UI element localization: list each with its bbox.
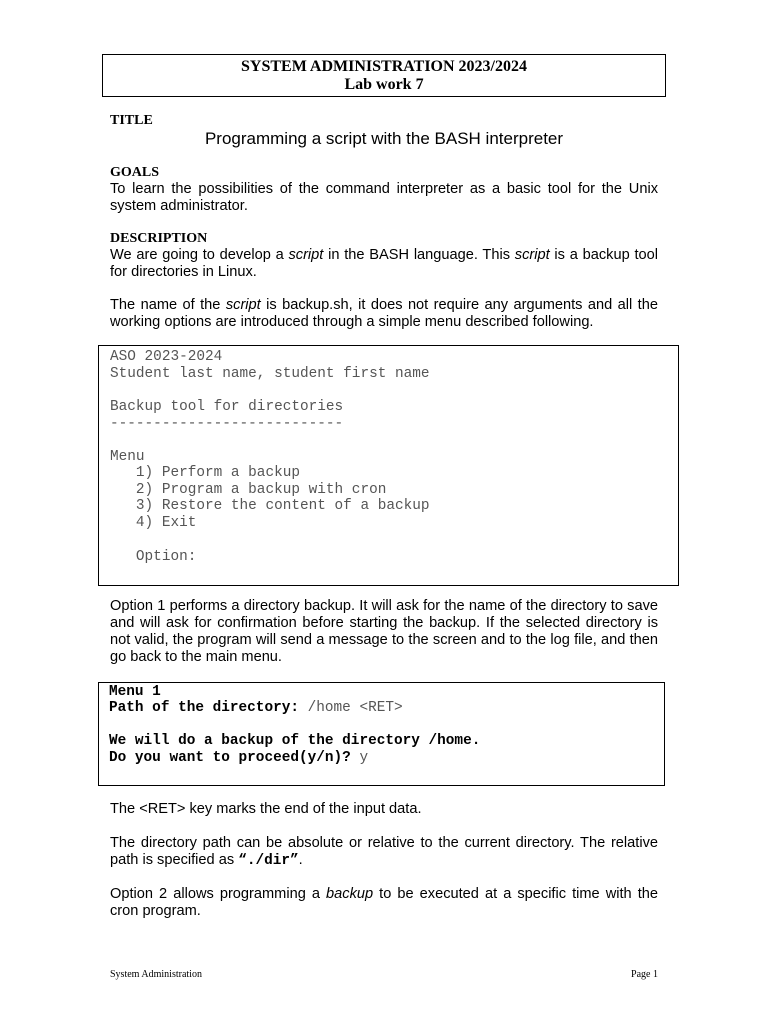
code-line: 3) Restore the content of a backup bbox=[110, 498, 430, 514]
code-line: ASO 2023-2024 bbox=[110, 349, 223, 365]
menu1-title: Menu 1 bbox=[109, 684, 161, 700]
code-line: Backup tool for directories bbox=[110, 399, 344, 415]
description-paragraph-1: We are going to develop a script in the BASH language. This script is a backup tool for directories in Linux. bbox=[110, 247, 658, 280]
goals-text: To learn the possibilities of the command interpreter as a basic tool for the Unix system administrator. bbox=[110, 181, 658, 214]
ret-note: The <RET> key marks the end of the input data. bbox=[110, 801, 422, 817]
title-heading: TITLE bbox=[110, 113, 153, 128]
code-line: --------------------------- bbox=[110, 416, 344, 432]
goals-heading: GOALS bbox=[110, 165, 160, 180]
course-title: SYSTEM ADMINISTRATION 2023/2024 bbox=[241, 58, 527, 75]
description-heading: DESCRIPTION bbox=[110, 231, 208, 246]
code-line: Student last name, student first name bbox=[110, 366, 430, 382]
code-line: Menu bbox=[110, 449, 145, 465]
menu-code-box bbox=[98, 345, 679, 586]
option1-paragraph: Option 1 performs a directory backup. It will ask for the name of the directory to save and will ask for confirmation before starting the backup. If the selected directory is not valid, the program will send a message to the screen and to the log file, and then go back to the main menu. bbox=[110, 598, 658, 665]
code-line: Do you want to proceed(y/n)? y bbox=[109, 750, 369, 766]
lab-title: Lab work 7 bbox=[344, 76, 424, 93]
code-line: 4) Exit bbox=[110, 515, 197, 531]
document-header bbox=[102, 54, 666, 97]
path-note: The directory path can be absolute or relative to the current directory. The relative path is specified as “./dir”. bbox=[110, 835, 658, 869]
code-line: We will do a backup of the directory /home. bbox=[109, 733, 481, 749]
code-line: Option: bbox=[110, 549, 197, 565]
code-line: 1) Perform a backup bbox=[110, 465, 300, 481]
footer-left: System Administration bbox=[110, 969, 202, 980]
description-paragraph-2: The name of the script is backup.sh, it does not require any arguments and all the working options are introduced through a simple menu described following. bbox=[110, 297, 658, 330]
option2-paragraph: Option 2 allows programming a backup to be executed at a specific time with the cron program. bbox=[110, 886, 659, 919]
code-line: 2) Program a backup with cron bbox=[110, 482, 387, 498]
code-line: Path of the directory: /home <RET> bbox=[109, 700, 403, 716]
menu1-code-box bbox=[98, 682, 665, 786]
document-title: Programming a script with the BASH interpreter bbox=[204, 129, 564, 148]
page-number: Page 1 bbox=[631, 969, 658, 980]
